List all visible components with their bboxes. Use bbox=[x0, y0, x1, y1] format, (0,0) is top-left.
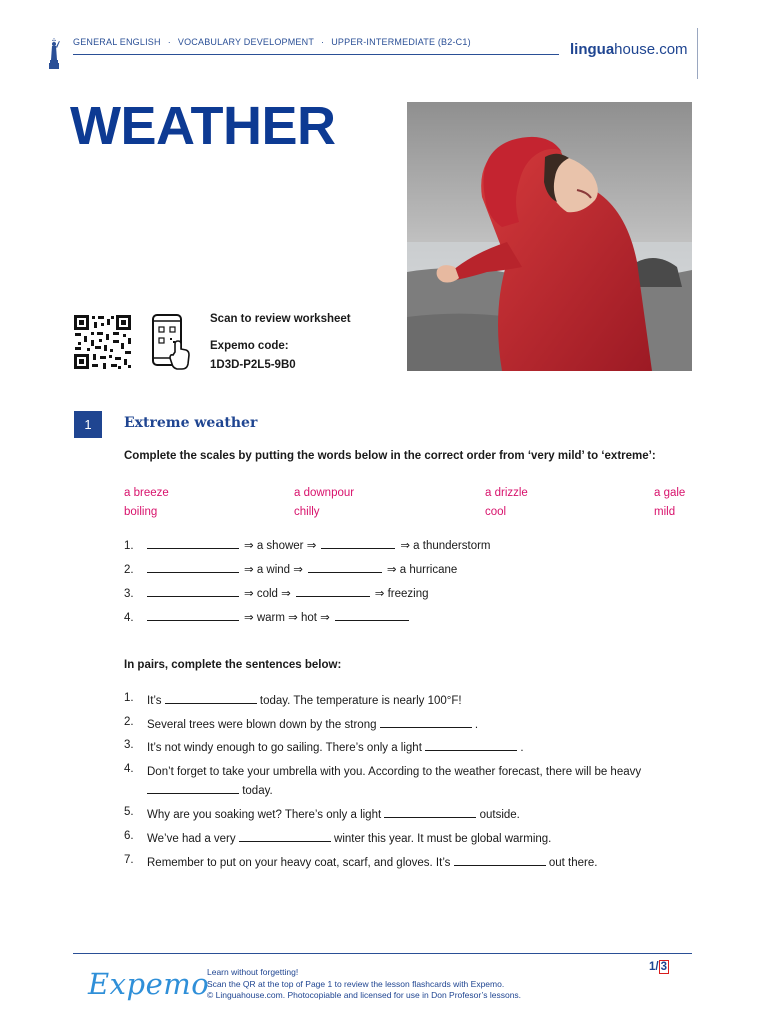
word-bank-item: a downpour bbox=[294, 487, 355, 499]
sentence-number: 3. bbox=[124, 739, 134, 751]
answer-blank[interactable] bbox=[147, 783, 239, 794]
header-rule bbox=[73, 54, 559, 55]
woman-in-rain-photo bbox=[407, 102, 692, 371]
section-number: 1 bbox=[74, 411, 102, 438]
answer-blank[interactable] bbox=[308, 562, 382, 573]
scale-text: ⇒ warm ⇒ hot ⇒ bbox=[244, 612, 330, 624]
answer-blank[interactable] bbox=[384, 807, 476, 818]
sentence-after: today. The temperature is nearly 100°F! bbox=[259, 695, 462, 707]
sentence-item bbox=[124, 830, 704, 849]
word-bank-item: a breeze bbox=[124, 487, 169, 499]
page-title: WEATHER bbox=[70, 96, 336, 156]
breadcrumb-level-code: UPPER-INTERMEDIATE (B2-C1) bbox=[331, 37, 471, 47]
scale-text: ⇒ a wind ⇒ bbox=[244, 564, 303, 576]
scale-row bbox=[124, 610, 414, 624]
answer-blank[interactable] bbox=[321, 538, 395, 549]
footer-copyright: © Linguahouse.com. Photocopiable and licensed for use in Don Profesor’s lessons. bbox=[207, 990, 522, 1000]
sentence-before: It’s not windy enough to go sailing. There’s only a light bbox=[147, 742, 422, 754]
breadcrumb-separator: · bbox=[321, 37, 325, 47]
section-title: Extreme weather bbox=[124, 415, 258, 431]
sentence-after: winter this year. It must be global warming. bbox=[334, 833, 552, 845]
sentence-before: We’ve had a very bbox=[147, 833, 236, 845]
answer-blank[interactable] bbox=[425, 740, 517, 751]
word-bank-item: chilly bbox=[294, 506, 320, 518]
answer-blank[interactable] bbox=[147, 538, 239, 549]
brand-bold: lingua bbox=[570, 41, 615, 58]
word-bank-item: a gale bbox=[654, 487, 686, 499]
sentence-number: 1. bbox=[124, 692, 134, 704]
scale-number: 3. bbox=[124, 588, 134, 600]
word-bank-item: boiling bbox=[124, 506, 158, 518]
scale-row bbox=[124, 562, 457, 576]
footer-qr-note: Scan the QR at the top of Page 1 to review the lesson flashcards with Expemo. bbox=[207, 978, 505, 989]
phone-scan-icon bbox=[151, 314, 191, 372]
footer-rule bbox=[73, 953, 692, 954]
sentence-after: out there. bbox=[548, 857, 598, 869]
sentence-after: . bbox=[474, 719, 479, 731]
answer-blank[interactable] bbox=[454, 855, 546, 866]
answer-blank[interactable] bbox=[296, 586, 370, 597]
sentence-number: 4. bbox=[124, 763, 134, 775]
scale-number: 4. bbox=[124, 612, 134, 624]
scale-number: 1. bbox=[124, 540, 134, 552]
sentence-item bbox=[124, 854, 704, 873]
sentence-number: 5. bbox=[124, 806, 134, 818]
sentence-before: Don’t forget to take your umbrella with you. According to the weather forecast, there will be heavy bbox=[147, 766, 642, 778]
page-total-link[interactable]: 3 bbox=[660, 961, 668, 973]
answer-blank[interactable] bbox=[239, 831, 331, 842]
liberty-statue-icon bbox=[47, 38, 61, 70]
expemo-code-label: Expemo code: bbox=[210, 340, 289, 352]
answer-blank[interactable] bbox=[147, 586, 239, 597]
sentence-number: 6. bbox=[124, 830, 134, 842]
word-bank-item: cool bbox=[485, 506, 507, 518]
sentence-item bbox=[124, 739, 704, 758]
breadcrumb-level: GENERAL ENGLISH bbox=[73, 37, 161, 47]
sentence-item bbox=[124, 763, 704, 801]
sentence-before: It’s bbox=[147, 695, 162, 707]
page-current: 1 bbox=[649, 961, 656, 973]
breadcrumb-separator: · bbox=[167, 37, 171, 47]
scale-instruction: Complete the scales by putting the words below in the correct order from ‘very mild’ to ‘extreme’: bbox=[124, 450, 656, 462]
sentence-item bbox=[124, 692, 704, 711]
brand-logo[interactable] bbox=[570, 41, 688, 58]
scale-text: ⇒ a hurricane bbox=[386, 564, 458, 576]
sentence-item bbox=[124, 806, 704, 825]
scan-to-review-label: Scan to review worksheet bbox=[210, 313, 351, 325]
brand-rest: house.com bbox=[614, 41, 688, 58]
word-bank-item: a drizzle bbox=[485, 487, 528, 499]
breadcrumb bbox=[73, 37, 471, 47]
answer-blank[interactable] bbox=[147, 562, 239, 573]
word-bank-item: mild bbox=[654, 506, 676, 518]
expemo-code-value: 1D3D-P2L5-9B0 bbox=[210, 359, 296, 371]
sentence-number: 2. bbox=[124, 716, 134, 728]
scale-row bbox=[124, 538, 491, 552]
qr-code-icon[interactable] bbox=[73, 314, 132, 370]
sentence-before: Several trees were blown down by the strong bbox=[147, 719, 377, 731]
sentence-after: outside. bbox=[479, 809, 520, 821]
sentence-before: Why are you soaking wet? There’s only a light bbox=[147, 809, 382, 821]
scale-text: ⇒ a shower ⇒ bbox=[244, 540, 317, 552]
sentence-after: . bbox=[520, 742, 524, 754]
answer-blank[interactable] bbox=[147, 610, 239, 621]
expemo-logo[interactable]: Expemo bbox=[88, 967, 210, 1001]
sentence-item bbox=[124, 716, 704, 735]
scale-number: 2. bbox=[124, 564, 134, 576]
sentence-number: 7. bbox=[124, 854, 134, 866]
page-number: 1/ 3 bbox=[649, 961, 668, 973]
scale-text: ⇒ freezing bbox=[374, 588, 429, 600]
scale-text: ⇒ cold ⇒ bbox=[244, 588, 291, 600]
pairs-instruction: In pairs, complete the sentences below: bbox=[124, 659, 342, 671]
breadcrumb-skill: VOCABULARY DEVELOPMENT bbox=[177, 37, 315, 47]
header-divider bbox=[697, 28, 698, 79]
footer-text bbox=[207, 967, 521, 1002]
answer-blank[interactable] bbox=[380, 717, 472, 728]
answer-blank[interactable] bbox=[165, 693, 257, 704]
answer-blank[interactable] bbox=[335, 610, 409, 621]
sentence-after: today. bbox=[242, 785, 273, 797]
scale-row bbox=[124, 586, 429, 600]
scale-text: ⇒ a thunderstorm bbox=[400, 540, 491, 552]
footer-tagline: Learn without forgetting! bbox=[207, 967, 299, 977]
sentence-before: Remember to put on your heavy coat, scarf, and gloves. It’s bbox=[147, 857, 451, 869]
